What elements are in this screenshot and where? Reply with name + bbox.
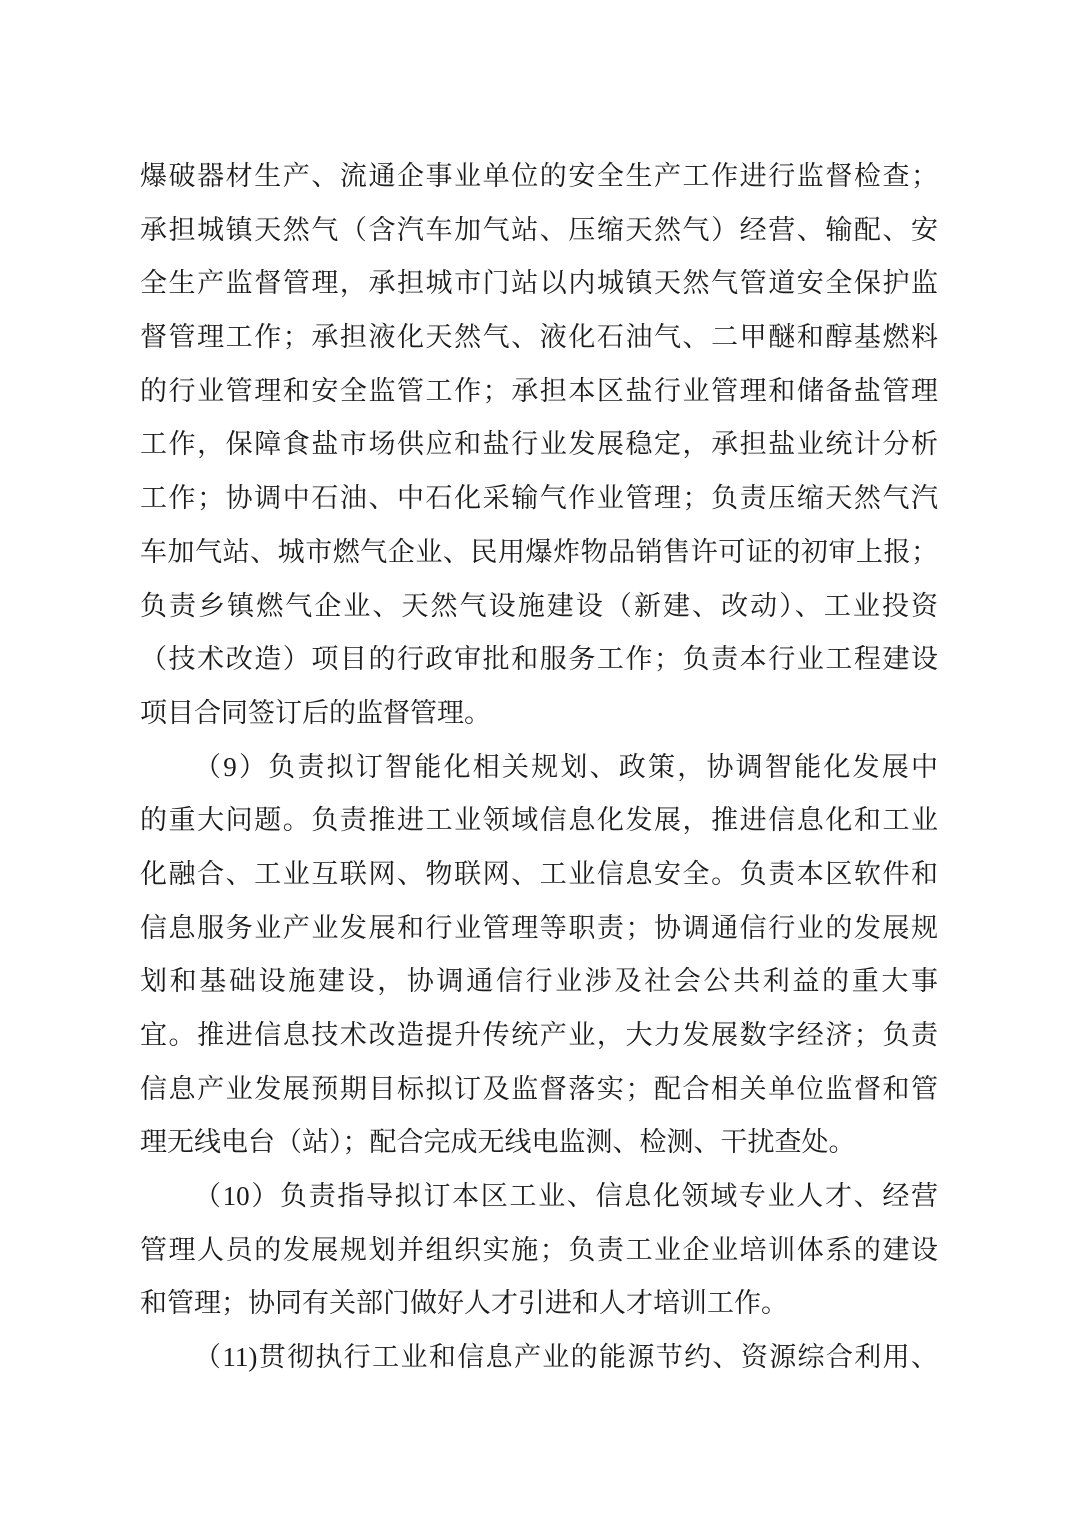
text-line: 划和基础设施建设，协调通信行业涉及社会公共利益的重大事 <box>140 966 938 997</box>
text-line: 负责乡镇燃气企业、天然气设施建设（新建、改动）、工业投资 <box>140 590 938 621</box>
text-line-item-11-start: （11)贯彻执行工业和信息产业的能源节约、资源综合利用、 <box>194 1342 938 1373</box>
text-line: 爆破器材生产、流通企事业单位的安全生产工作进行监督检查； <box>140 161 938 191</box>
text-line: 督管理工作；承担液化天然气、液化石油气、二甲醚和醇基燃料 <box>140 322 938 353</box>
document-text-block <box>140 150 938 1385</box>
text-line-item-10-start: （10）负责指导拟订本区工业、信息化领域专业人才、经营 <box>194 1181 938 1212</box>
text-line: 承担城镇天然气（含汽车加气站、压缩天然气）经营、输配、安 <box>140 214 938 245</box>
text-line-paragraph-end: 和管理；协同有关部门做好人才引进和人才培训工作。 <box>140 1288 788 1319</box>
text-line: 宜。推进信息技术改造提升传统产业，大力发展数字经济；负责 <box>140 1020 938 1050</box>
text-line: 的行业管理和安全监管工作；承担本区盐行业管理和储备盐管理 <box>140 375 938 406</box>
text-line: 工作；协调中石油、中石化采输气作业管理；负责压缩天然气汽 <box>140 483 938 514</box>
text-line: 全生产监督管理，承担城市门站以内城镇天然气管道安全保护监 <box>140 268 938 299</box>
text-line: （技术改造）项目的行政审批和服务工作；负责本行业工程建设 <box>140 644 938 675</box>
text-line-paragraph-end: 理无线电台（站）；配合完成无线电监测、检测、干扰查处。 <box>140 1127 856 1158</box>
text-line: 工作，保障食盐市场供应和盐行业发展稳定，承担盐业统计分析 <box>140 429 938 460</box>
text-line: 管理人员的发展规划并组织实施；负责工业企业培训体系的建设 <box>140 1234 938 1265</box>
text-line: 化融合、工业互联网、物联网、工业信息安全。负责本区软件和 <box>140 858 938 889</box>
text-line: 信息服务业产业发展和行业管理等职责；协调通信行业的发展规 <box>140 912 938 943</box>
text-line: 信息产业发展预期目标拟订及监督落实；配合相关单位监督和管 <box>140 1073 938 1104</box>
text-line-item-9-start: （9）负责拟订智能化相关规划、政策，协调智能化发展中 <box>194 751 938 782</box>
text-line: 的重大问题。负责推进工业领域信息化发展，推进信息化和工业 <box>140 805 938 836</box>
text-line: 车加气站、城市燃气企业、民用爆炸物品销售许可证的初审上报； <box>140 536 938 567</box>
text-line-paragraph-end: 项目合同签订后的监督管理。 <box>140 697 491 728</box>
